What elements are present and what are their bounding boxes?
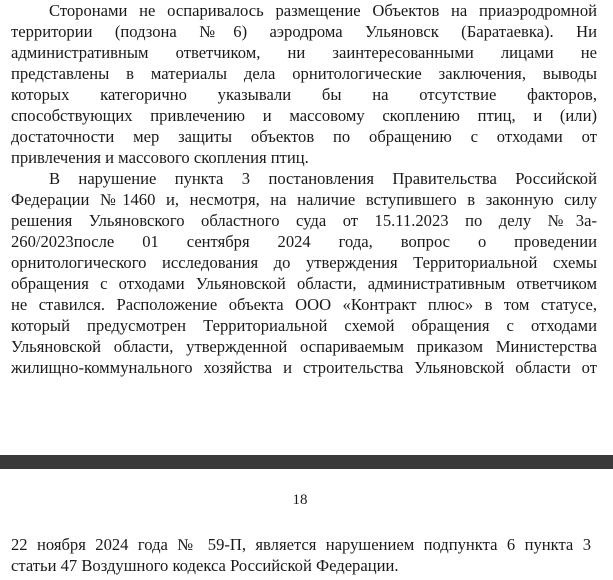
text-line: жилищно-коммунального хозяйства и строительства Ульяновской области от [11, 358, 597, 377]
text-line: статьи 47 Воздушного кодекса Российской Федерации. [11, 556, 399, 575]
text-line: привлечения и массового скопления птиц. [11, 148, 309, 167]
text-line: 22 ноября 2024 года № 59-П, является нарушением подпункта 6 пункта 3 [11, 535, 591, 554]
text-line: обращения с отходами Ульяновской области, административным ответчиком [11, 274, 597, 293]
text-line: В нарушение пункта 3 постановления Правительства Российской [49, 169, 597, 188]
page-number: 18 [292, 492, 308, 508]
text-line: Ульяновской области, утвержденной оспариваемым приказом Министерства [11, 337, 597, 356]
page-separator [0, 455, 613, 469]
text-line: административным ответчиком, ни заинтересованными лицами не [11, 43, 597, 62]
text-line: орнитологического исследования до утверждения Территориальной схемы [11, 253, 597, 272]
page-bottom [0, 469, 613, 580]
text-line: достаточности мер защиты объектов по обращению с отходами от [11, 127, 597, 146]
text-line: представлены в материалы дела орнитологические заключения, выводы [11, 64, 597, 83]
text-line: территории (подзона №6) аэродрома Ульяновск (Баратаевка). Ни [11, 22, 597, 41]
text-line: 260/2023после 01 сентября 2024 года, вопрос о проведении [11, 232, 597, 251]
text-line: не ставился. Расположение объекта ООО «Контракт плюс» в том статусе, [11, 295, 597, 314]
text-line: Сторонами не оспаривалось размещение Объектов на приаэродромной [49, 1, 597, 20]
text-line: способствующих привлечению и массовому скоплению птиц, и (или) [11, 106, 597, 125]
text-line: решения Ульяновского областного суда от 15.11.2023 по делу №3а- [11, 211, 597, 230]
text-line: которых категорично указывали бы на отсутствие факторов, [11, 85, 597, 104]
text-line: который предусмотрен Территориальной схемой обращения с отходами [11, 316, 597, 335]
text-line: Федерации №1460 и, несмотря, на наличие вступившего в законную силу [11, 190, 597, 209]
